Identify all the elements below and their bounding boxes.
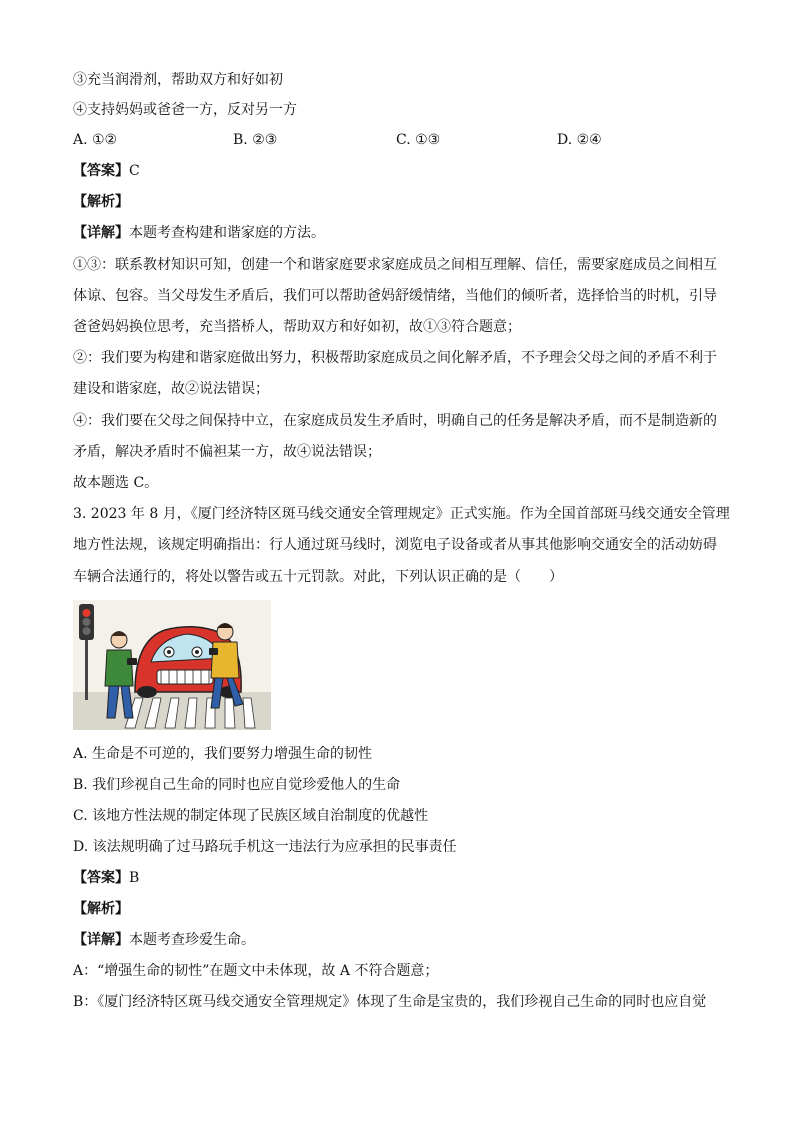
q3-stem-line-2: 地方性法规，该规定明确指出：行人通过斑马线时，浏览电子设备或者从事其他影响交通安全的活动妨碍: [73, 537, 717, 553]
answer-line: [73, 161, 140, 181]
analysis-label: 【解析】: [73, 194, 129, 210]
q3-explanation-a: A：“增强生命的韧性”在题文中未体现，故 A 不符合题意；: [73, 963, 439, 979]
detail-intro: 本题考查构建和谐家庭的方法。: [129, 225, 325, 241]
explanation-13-line-2: 体谅、包容。当父母发生矛盾后，我们可以帮助爸妈舒缓情绪，当他们的倾听者，选择恰当的时机，引导: [73, 288, 717, 304]
explanation-2-line-1: ②：我们要为构建和谐家庭做出努力，积极帮助家庭成员之间化解矛盾，不予理会父母之间的矛盾不利于: [73, 350, 717, 366]
answer-value: C: [129, 163, 140, 179]
explanation-13-line-1: ①③：联系教材知识可知，创建一个和谐家庭要求家庭成员之间相互理解、信任，需要家庭成员之间相互: [73, 257, 717, 273]
q3-detail-line: [73, 930, 255, 950]
option-a: A. ①②: [73, 132, 118, 148]
q3-stem-line-3: 车辆合法通行的，将处以警告或五十元罚款。对此，下列认识正确的是（ ）: [73, 569, 563, 585]
option-d: D. ②④: [557, 132, 602, 148]
answer-label: 【答案】: [73, 163, 129, 179]
detail-line: [73, 223, 325, 243]
q3-explanation-b: B：《厦门经济特区斑马线交通安全管理规定》体现了生命是宝贵的，我们珍视自己生命的同时也应自觉: [73, 994, 707, 1010]
crosswalk-illustration: [73, 600, 271, 730]
explanation-4-line-2: 矛盾，解决矛盾时不偏袒某一方，故④说法错误；: [73, 444, 381, 460]
q3-detail-intro: 本题考查珍爱生命。: [129, 932, 255, 948]
q3-option-a: A. 生命是不可逆的，我们要努力增强生命的韧性: [73, 746, 373, 762]
q3-option-b: B. 我们珍视自己生命的同时也应自觉珍爱他人的生命: [73, 777, 401, 793]
q3-answer-value: B: [129, 870, 140, 886]
q3-detail-label: 【详解】: [73, 932, 129, 948]
q3-option-c: C. 该地方性法规的制定体现了民族区域自治制度的优越性: [73, 808, 429, 824]
explanation-2-line-2: 建设和谐家庭，故②说法错误；: [73, 381, 269, 397]
q3-answer-line: [73, 868, 139, 888]
explanation-4-line-1: ④：我们要在父母之间保持中立，在家庭成员发生矛盾时，明确自己的任务是解决矛盾，而不是制造新的: [73, 413, 717, 429]
statement-3: ③充当润滑剂，帮助双方和好如初: [73, 72, 283, 88]
detail-label: 【详解】: [73, 225, 129, 241]
explanation-13-line-3: 爸爸妈妈换位思考，充当搭桥人，帮助双方和好如初，故①③符合题意；: [73, 319, 521, 335]
statement-4: ④支持妈妈或爸爸一方，反对另一方: [73, 102, 297, 118]
option-b: B. ②③: [233, 132, 278, 148]
q3-option-d: D. 该法规明确了过马路玩手机这一违法行为应承担的民事责任: [73, 839, 457, 855]
q3-stem-line-1: 3. 2023 年 8 月，《厦门经济特区斑马线交通安全管理规定》正式实施。作为全国首部斑马线交通安全管理: [73, 506, 730, 522]
q3-analysis-label: 【解析】: [73, 901, 129, 917]
option-c: C. ①③: [396, 132, 441, 148]
conclusion: 故本题选 C。: [73, 475, 159, 491]
q3-answer-label: 【答案】: [73, 870, 129, 886]
